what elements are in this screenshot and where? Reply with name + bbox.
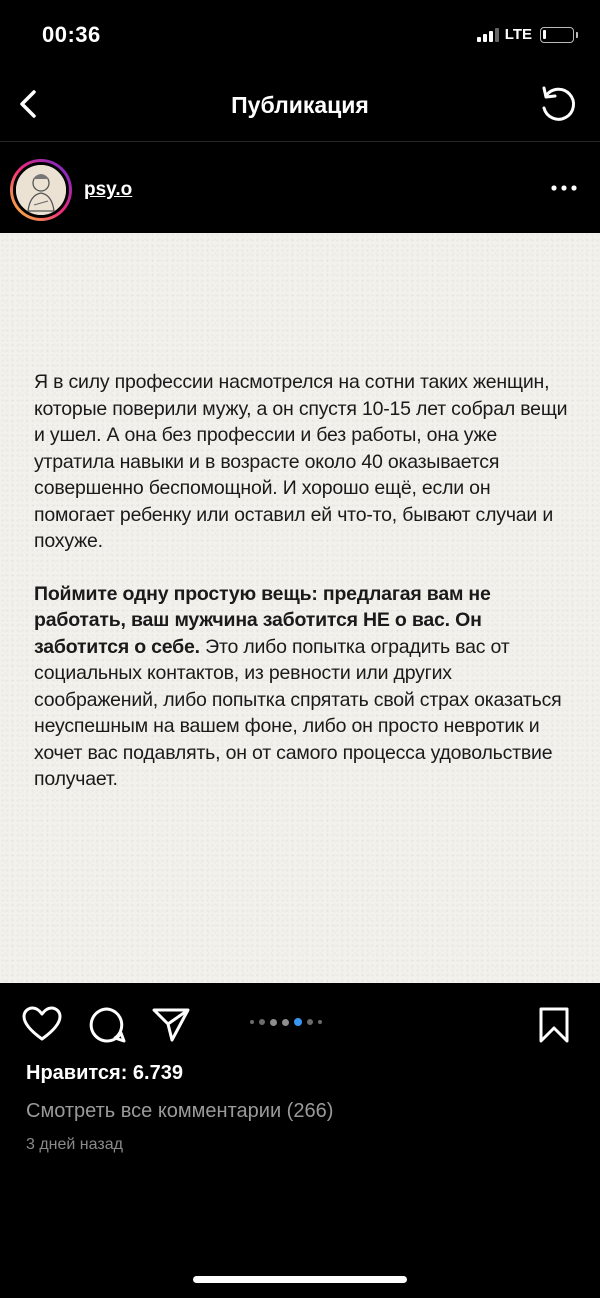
- likes-count[interactable]: Нравится: 6.739: [26, 1062, 183, 1084]
- username-link[interactable]: psy.o: [84, 179, 133, 200]
- home-indicator[interactable]: [193, 1276, 407, 1283]
- comment-icon[interactable]: [88, 1006, 126, 1044]
- post-header: [0, 143, 600, 233]
- battery-icon: [540, 27, 574, 43]
- post-paragraph-2: [34, 581, 574, 793]
- post-timestamp: 3 дней назад: [26, 1136, 123, 1153]
- more-icon[interactable]: [550, 183, 578, 193]
- view-comments-link[interactable]: Смотреть все комментарии (266): [26, 1100, 334, 1122]
- carousel-indicator: [250, 1018, 322, 1026]
- network-label: LTE: [504, 26, 532, 43]
- avatar[interactable]: [10, 159, 72, 221]
- post-text: [34, 369, 574, 793]
- post-image[interactable]: [0, 233, 600, 983]
- carousel-dot: [270, 1019, 277, 1026]
- post-paragraph-1: Я в силу профессии насмотрелся на сотни таких женщин, которые поверили мужу, а он спустя 10-15 лет собрал вещи и ушел. А она без профессии и без работы, она уже утратила навыки и в возрасте около 40 оказывается совершенно беспомощной. И хорошо ещё, если он помогает ребенку или оставил ей что-то, бывают случаи и похуже.: [34, 371, 568, 552]
- carousel-dot: [259, 1019, 265, 1025]
- save-icon[interactable]: [538, 1006, 570, 1044]
- post-paragraph-2-bold: Поймите одну простую вещь: предлагая вам не работать, ваш мужчина заботится НЕ о вас. Он заботится о себе.: [34, 582, 491, 658]
- action-bar: [0, 990, 600, 1052]
- carousel-dot: [282, 1019, 289, 1026]
- page-title: Публикация: [231, 92, 369, 118]
- post-paragraph-2-rest: Это либо попытка оградить вас от социальных контактов, из ревности или других соображений, либо попытка спрятать свой страх оказаться неуспешным на вашем фоне, либо он просто невротик и хочет вас подавлять, он от самого процесса удовольствие получает.: [34, 635, 562, 790]
- carousel-dot: [250, 1020, 254, 1024]
- heart-icon[interactable]: [22, 1006, 62, 1042]
- status-indicators: [477, 26, 574, 43]
- carousel-dot-active: [294, 1018, 302, 1026]
- avatar-image: [16, 165, 66, 215]
- carousel-dot: [318, 1020, 322, 1024]
- status-time: 00:36: [42, 22, 101, 47]
- carousel-dot: [307, 1019, 313, 1025]
- refresh-icon[interactable]: [536, 84, 578, 126]
- share-icon[interactable]: [152, 1006, 190, 1042]
- nav-bar: [0, 70, 600, 142]
- signal-icon: [477, 28, 499, 42]
- status-bar: [0, 0, 600, 70]
